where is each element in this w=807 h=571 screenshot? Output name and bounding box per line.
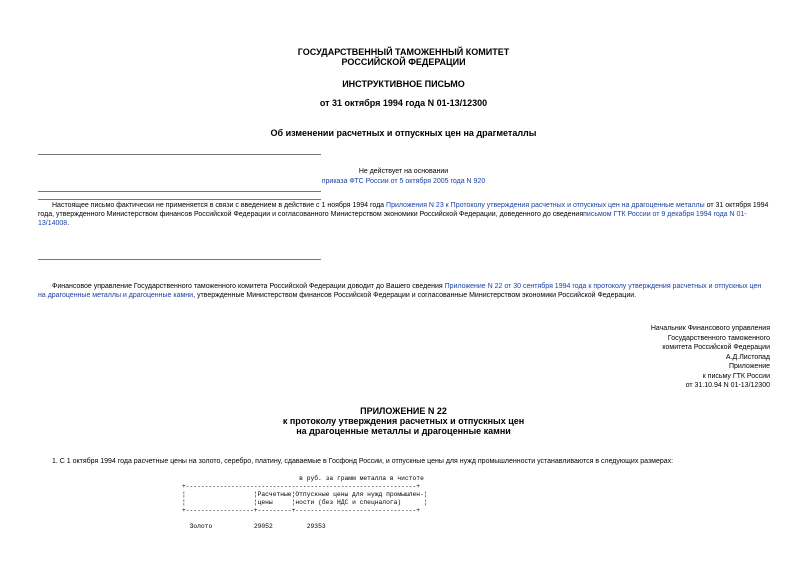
appendix-title: ПРИЛОЖЕНИЕ N 22 [360,406,447,416]
org-name-line1: ГОСУДАРСТВЕННЫЙ ТАМОЖЕННЫЙ КОМИТЕТ [297,47,510,57]
signature-line: Начальник Финансового управления [650,325,770,332]
table-row-value: 29353 [306,523,326,530]
divider [38,259,321,260]
signature-line: Приложение [728,363,770,370]
divider [38,199,321,200]
note-text-3: . [67,220,70,227]
table-row-value: 29052 [253,523,273,530]
doc-type: ИНСТРУКТИВНОЕ ПИСЬМО [342,79,465,89]
table-unit: в руб. за грамм металла в чистоте [299,475,424,482]
signature-line: к письму ГТК России [702,372,770,380]
divider [38,154,321,155]
note-text-1: Настоящее письмо фактически не применяется в связи с введением в действие с 1 ноября 1994 года [52,202,387,209]
table-col2-header: Отпускные цены для нужд промышлен- [295,491,424,498]
note-link-2[interactable]: письмом ГТК России от 9 декабря 1994 года N 01-13/14008 [38,211,747,227]
appendix-subtitle-2: на драгоценные металлы и драгоценные камни [296,426,511,436]
signature-line: Государственного таможенного [667,334,770,342]
body-text-1: Финансовое управление Государственного таможенного комитета Российской Федерации доводит до Вашего сведения [52,283,445,290]
doc-subject: Об изменении расчетных и отпускных цен на драгметаллы [270,128,537,138]
appendix-subtitle-1: к протоколу утверждения расчетных и отпускных цен [282,416,525,426]
body-paragraph [38,282,770,300]
body-link[interactable]: Приложение N 22 от 30 сентября 1994 года к протоколу утверждения расчетных и отпускных цен на драгоценные металлы и драгоценные камни [38,283,762,299]
table-col1-header: цены [257,499,273,506]
note-link-1[interactable]: Приложения N 23 к Протоколу утверждения расчетных и отпускных цен на драгоценные металлы [386,202,705,209]
divider [38,191,321,192]
body-text-2: , утвержденные Министерством финансов Российской Федерации и согласованные Министерством экономики Российской Федерации. [193,292,637,299]
org-name-line2: РОССИЙСКОЙ ФЕДЕРАЦИИ [341,57,466,67]
status-link[interactable]: приказа ФТС России от 5 октября 2005 года N 920 [321,178,486,185]
note-text-2: от 31 октября 1994 года, утвержденного Министерством финансов Российской Федерации и согласованного Министерством экономики Российской Федерации, доведенного до сведения [38,202,769,218]
status-text: Не действует на основании [358,168,449,175]
price-table: в руб. за грамм металла в чистоте +-------------------------------------------------------------+ ¦ ¦Расчетные¦Отпускные цены для нужд промышлен-¦ ¦ ¦цены ¦ности (без НДС и спецналога) ¦ +------------------+---------+--------------------------------+ Золото 29052 29353 [182,475,428,530]
signature-line: комитета Российской Федерации [662,344,770,351]
appendix-paragraph: 1. С 1 октября 1994 года расчетные цены на золото, серебро, платину, сдаваемые в Госфонд России, и отпускные цены для нужд промышленности устанавливаются в следующих размерах: [52,458,674,465]
table-row-label: Золото [189,523,213,530]
table-col1-header: Расчетные [257,491,292,498]
status-link-wrap [0,177,807,186]
note-paragraph [38,201,770,228]
signature-line: от 31.10.94 N 01-13/12300 [685,382,770,389]
signature-line: А.Д.Листопад [725,353,770,361]
table-col2-header: ности (без НДС и спецналога) [295,499,402,506]
doc-date-number: от 31 октября 1994 года N 01-13/12300 [319,98,488,108]
signature-block [500,324,770,391]
